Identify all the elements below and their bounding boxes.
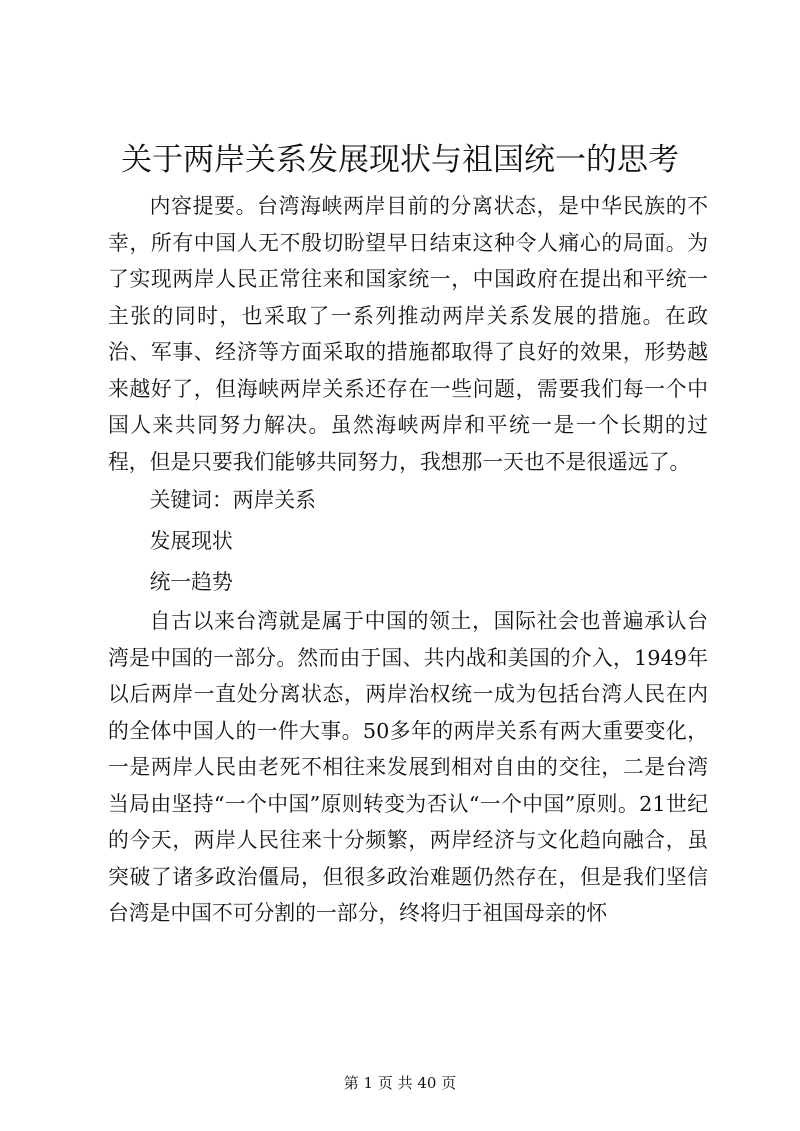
document-body	[108, 188, 708, 932]
page-footer: 第 1 页 共 40 页	[343, 1074, 457, 1092]
abstract-paragraph: 内容提要。台湾海峡两岸目前的分离状态，是中华民族的不幸，所有中国人无不殷切盼望早日结束这种令人痛心的局面。为了实现两岸人民正常往来和国家统一，中国政府在提出和平统一主张的同时，也采取了一系列推动两岸关系发展的措施。在政治、军事、经济等方面采取的措施都取得了良好的效果，形势越来越好了，但海峡两岸关系还存在一些问题，需要我们每一个中国人来共同努力解决。虽然海峡两岸和平统一是一个长期的过程，但是只要我们能够共同努力，我想那一天也不是很遥远了。	[108, 194, 708, 474]
document-title: 关于两岸关系发展现状与祖国统一的思考	[121, 142, 679, 178]
keyword-line-1: 关键词：两岸关系	[149, 488, 316, 512]
keyword-line-2: 发展现状	[149, 529, 233, 553]
body-paragraph-1: 自古以来台湾就是属于中国的领土，国际社会也普遍承认台湾是中国的一部分。然而由于国、共内战和美国的介入，1949年以后两岸一直处分离状态，两岸治权统一成为包括台湾人民在内的全体中国人的一件大事。50多年的两岸关系有两大重要变化，一是两岸人民由老死不相往来发展到相对自由的交往，二是台湾当局由坚持“一个中国”原则转变为否认“一个中国”原则。21世纪的今天，两岸人民往来十分频繁，两岸经济与文化趋向融合，虽突破了诸多政治僵局，但很多政治难题仍然存在，但是我们坚信台湾是中国不可分割的一部分，终将归于祖国母亲的怀	[108, 609, 708, 925]
keyword-line-3: 统一趋势	[149, 570, 233, 594]
